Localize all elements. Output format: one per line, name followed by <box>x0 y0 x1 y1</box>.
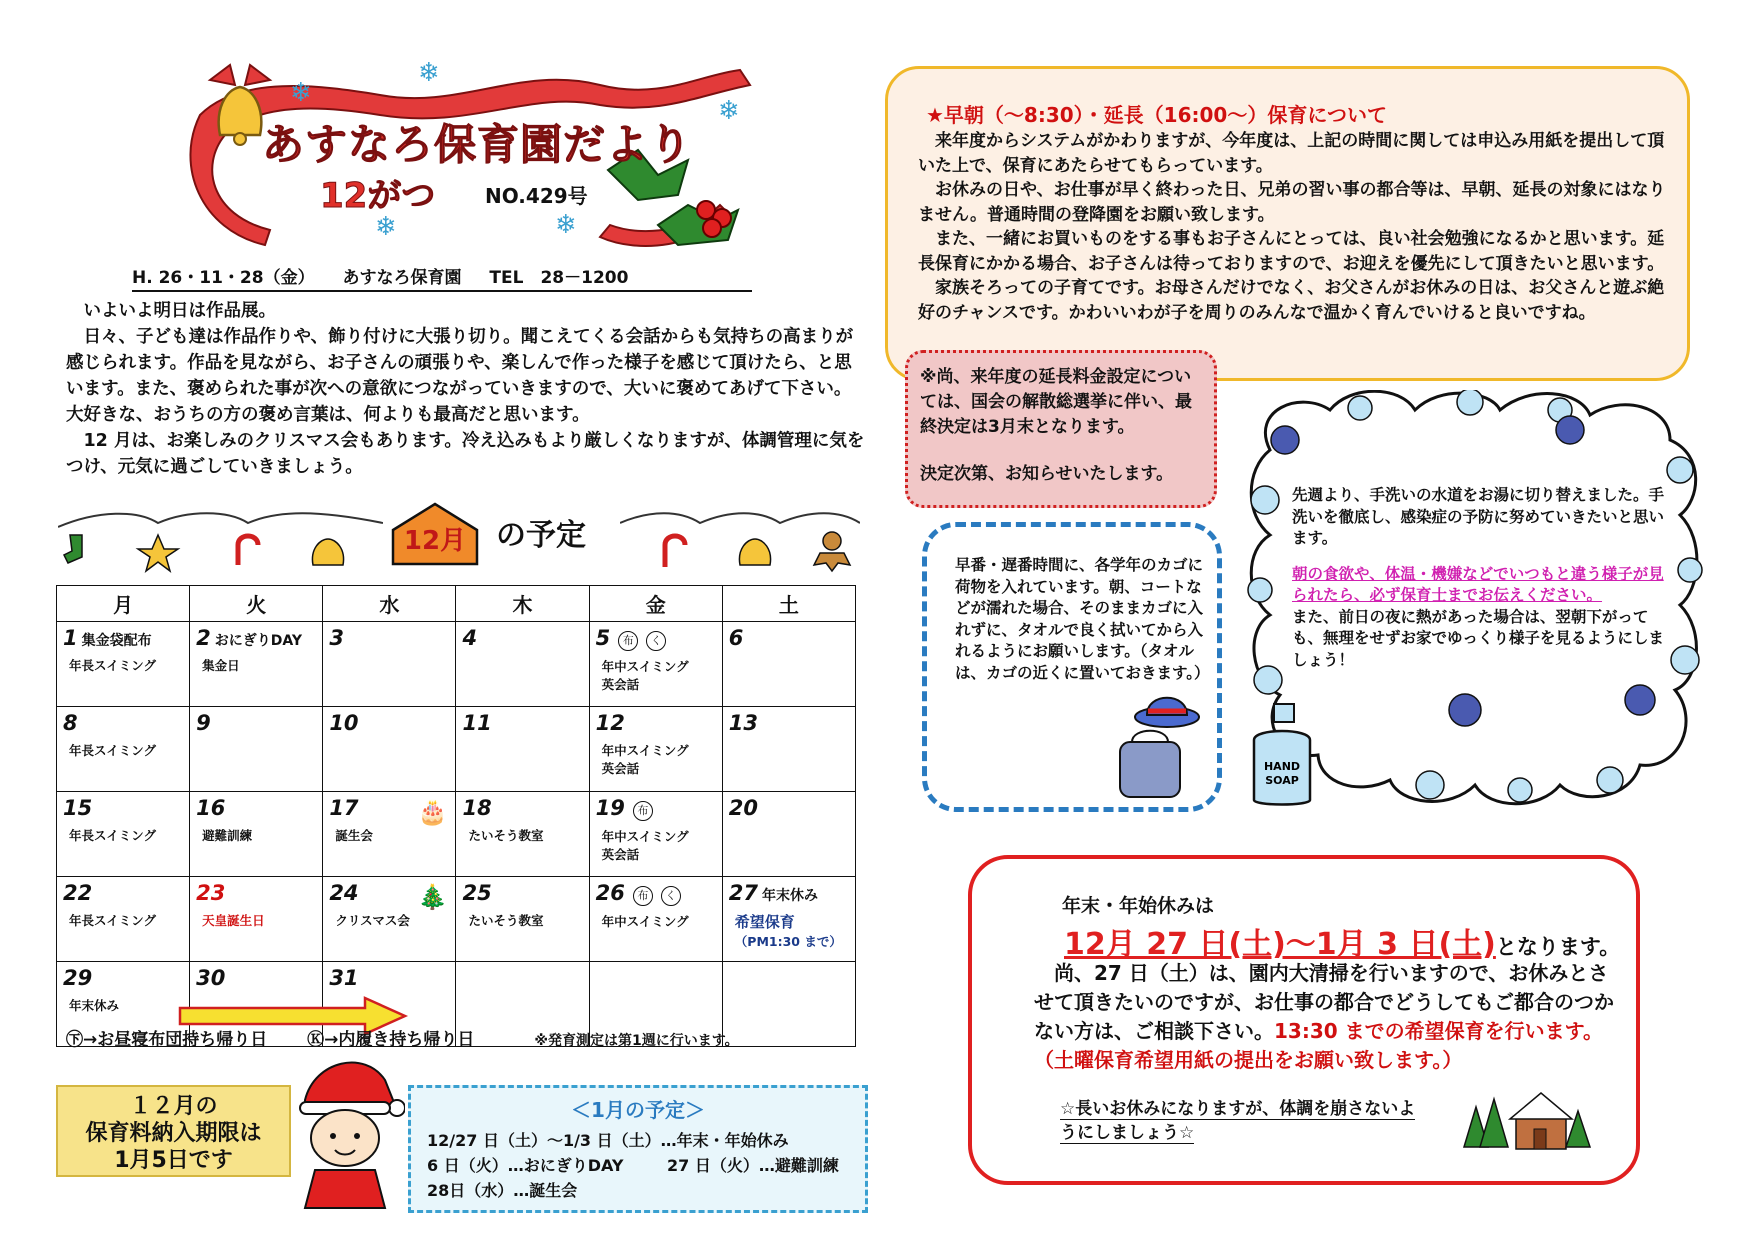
day-number: 23 <box>196 881 226 905</box>
weekday-header: 月 <box>57 586 190 622</box>
january-item: 28日（水）…誕生会 <box>427 1181 578 1200</box>
garland-decoration <box>620 505 860 575</box>
calendar-week-row <box>57 622 856 707</box>
day-sub-event: 年長スイミング <box>69 658 157 673</box>
holiday-body-red: 13:30 までの希望保育を行います。（土曜保育希望用紙の提出をお願い致します。） <box>1034 1019 1604 1072</box>
weekday-header: 木 <box>456 586 589 622</box>
legend-futon: ㊦→お昼寝布団持ち帰り日 <box>66 1030 268 1050</box>
calendar-day-cell <box>722 622 855 707</box>
santa-girl-icon <box>285 1050 405 1210</box>
day-sub-event: 希望保育 <box>734 913 795 931</box>
holiday-date-suffix: となります。 <box>1495 935 1621 959</box>
day-sub-event: 英会話 <box>601 846 640 862</box>
holiday-body-text: 尚、27 日（土）は、園内大清掃を行いますので、お休みとさせて頂きたいのですが、お仕事の都合でどうしてもご都合のつかない方は、ご相談下さい。 <box>1034 961 1614 1043</box>
day-sub-event: 年長スイミング <box>69 828 157 843</box>
calendar-day-cell <box>323 707 456 792</box>
calendar-day-cell <box>57 877 190 962</box>
calendar-week-row <box>57 877 856 962</box>
day-sub-event: 年中スイミング <box>601 743 689 758</box>
holiday-date: 12月 27 日(土)～1月 3 日(土) <box>1064 927 1496 962</box>
january-item: 12/27 日（土）～1/3 日（土）…年末・年始休み <box>427 1131 789 1150</box>
day-number: 8 <box>63 711 78 735</box>
calendar-day-cell <box>589 707 722 792</box>
calendar-day-cell <box>589 622 722 707</box>
day-number: 5 <box>595 626 611 650</box>
extended-care-paragraph: お休みの日や、お仕事が早く終わった日、兄弟の習い事の都合等は、早朝、延長の対象にはなりません。普通時間の登降園をお願い致します。 <box>918 180 1666 225</box>
calendar-day-cell <box>190 877 323 962</box>
hygiene-paragraph: 先週より、手洗いの水道をお湯に切り替えました。手洗いを徹底し、感染症の予防に努めていきたいと思います。 <box>1292 486 1665 547</box>
calendar-legend <box>66 1025 866 1050</box>
day-number: 15 <box>63 796 93 820</box>
day-sub-event: 年中スイミング <box>601 828 689 844</box>
calendar-table <box>56 585 856 1047</box>
extended-care-paragraph: 来年度からシステムがかわりますが、今年度は、上記の時間に関しては申込み用紙を提出して頂いた上で、保育にあたらせてもらっています。 <box>918 131 1665 176</box>
hygiene-paragraph <box>1292 564 1672 672</box>
intro-paragraph: いよいよ明日は作品展。 <box>83 301 276 321</box>
date-line <box>132 263 752 292</box>
day-number: 20 <box>728 796 759 820</box>
cake-icon: 🎂 <box>417 798 448 826</box>
january-item: 27 日（火）…避難訓練 <box>667 1156 839 1175</box>
holiday-notice-box <box>968 855 1640 1185</box>
day-number: 4 <box>462 626 478 650</box>
weekday-header: 金 <box>589 586 722 622</box>
calendar-day-cell <box>323 622 456 707</box>
fee-note-box <box>905 350 1217 508</box>
day-event: 年末休み <box>762 888 819 904</box>
january-schedule-box <box>408 1085 868 1213</box>
calendar-day-cell <box>722 792 855 877</box>
holiday-closing <box>1060 1097 1420 1145</box>
day-number: 2 <box>196 626 211 650</box>
intro-paragraph: 12 月は、お楽しみのクリスマス会もあります。冷え込みもより厳しくなりますが、体調管理に気をつけ、元気に過ごしていきましょう。 <box>66 431 865 477</box>
calendar-day-cell <box>190 622 323 707</box>
day-sub-event: 英会話 <box>601 761 640 776</box>
day-sub-event: 集金日 <box>202 658 240 673</box>
calendar-week-row <box>57 707 856 792</box>
day-sub-event: （PM1:30 まで） <box>734 934 842 949</box>
calendar-week-row <box>57 792 856 877</box>
calendar-day-cell <box>456 792 589 877</box>
fee-line: 保育料納入期限は <box>85 1121 262 1146</box>
day-number: 27 <box>728 881 759 905</box>
snowflake-icon: ❄ <box>555 210 577 240</box>
shoes-mark-icon: く <box>646 631 666 651</box>
day-event: おにぎりDAY <box>214 633 303 649</box>
day-number: 6 <box>728 626 744 650</box>
schedule-month: 12月 <box>403 526 467 556</box>
futon-mark-icon: 布 <box>633 886 653 906</box>
snowflake-icon: ❄ <box>290 78 312 108</box>
extended-care-box <box>885 66 1690 381</box>
day-number: 12 <box>595 711 625 735</box>
day-number: 25 <box>462 881 492 905</box>
holiday-paragraph <box>1034 959 1614 1075</box>
basket-notice-box <box>922 522 1222 812</box>
day-number: 1 <box>63 626 78 650</box>
intro-text <box>66 298 868 480</box>
shoes-mark-icon: く <box>661 886 681 906</box>
calendar-day-cell <box>57 707 190 792</box>
extended-care-title: ★早朝（～8:30）・延長（16:00～）保育について <box>926 103 1387 127</box>
day-number: 30 <box>196 966 226 990</box>
day-sub-event: 誕生会 <box>335 828 373 843</box>
weekday-header: 火 <box>190 586 323 622</box>
fee-deadline-box <box>56 1085 291 1177</box>
calendar-day-cell <box>456 622 589 707</box>
day-number: 29 <box>63 966 93 990</box>
holiday-intro: 年末・年始休みは <box>1062 895 1215 917</box>
extended-care-body <box>918 129 1668 325</box>
issue-number: NO.429号 <box>485 184 588 208</box>
day-number: 11 <box>462 711 492 735</box>
weekday-header: 土 <box>722 586 855 622</box>
calendar-day-cell <box>722 707 855 792</box>
hygiene-highlight: 朝の食欲や、体温・機嫌などでいつもと違う様子が見られたら、必ず保育士までお伝えください。 <box>1292 564 1664 604</box>
calendar-day-cell <box>57 792 190 877</box>
weekday-header-row <box>57 586 856 622</box>
calendar-day-cell <box>57 622 190 707</box>
hand-soap-icon <box>1246 700 1318 810</box>
publisher-name: あすなろ保育園 <box>342 268 462 288</box>
fee-line: １２月の <box>129 1094 218 1119</box>
day-number: 9 <box>196 711 211 735</box>
calendar-day-cell <box>456 877 589 962</box>
legend-shoes: Ⓚ→内履き持ち帰り日 <box>307 1030 475 1050</box>
schedule-title: の予定 <box>496 518 586 553</box>
day-sub-event: 天皇誕生日 <box>202 913 265 928</box>
january-item: 6 日（火）…おにぎりDAY <box>427 1156 624 1175</box>
calendar-day-cell <box>190 792 323 877</box>
calendar-day-cell <box>589 877 722 962</box>
day-number: 16 <box>196 796 226 820</box>
weekday-header: 水 <box>323 586 456 622</box>
futon-mark-icon: 布 <box>633 801 653 821</box>
basket-notice-text: 早番・遅番時間に、各学年のカゴに荷物を入れています。朝、コートなどが濡れた場合、そのままカゴに入れずに、タオルで良く拭いてから入れるようにお願いします。（タオルは、カゴの近くに置いておきます。） <box>955 556 1210 682</box>
day-number: 19 <box>595 796 625 820</box>
legend-note: ※発育測定は第1週に行います。 <box>534 1033 739 1049</box>
day-number: 26 <box>595 881 625 905</box>
garland-decoration <box>58 505 383 575</box>
calendar-day-cell <box>589 792 722 877</box>
snowflake-icon: ❄ <box>718 96 740 126</box>
svg-text:SOAP: SOAP <box>1265 774 1299 787</box>
hygiene-text <box>1292 485 1672 685</box>
day-number: 31 <box>329 966 359 990</box>
day-number: 18 <box>462 796 492 820</box>
fee-note-text2: 決定次第、お知らせいたします。 <box>920 464 1174 484</box>
day-sub-event: 年中スイミング <box>601 658 689 674</box>
extended-care-paragraph: 家族そろっての子育てです。お母さんだけでなく、お父さんがお休みの日は、お父さんと遊ぶ絶好のチャンスです。かわいいわが子を周りのみんなで温かく育んでいけると良いですね。 <box>918 278 1665 323</box>
day-sub-event: 年中スイミング <box>601 913 689 929</box>
holiday-body <box>1034 959 1614 1075</box>
day-number: 22 <box>63 881 93 905</box>
day-sub-event: たいそう教室 <box>468 913 544 928</box>
day-sub-event: たいそう教室 <box>468 828 544 843</box>
day-sub-event: 年長スイミング <box>69 913 157 928</box>
fee-note-text: ※尚、来年度の延長料金設定については、国会の解散総選挙に伴い、最終決定は3月末となります。 <box>920 367 1192 437</box>
calendar-day-cell <box>456 707 589 792</box>
calendar-day-cell <box>323 877 456 962</box>
issue-date: H. 26・11・28（金） <box>132 268 315 288</box>
day-sub-event: 年末休み <box>69 998 120 1013</box>
day-number: 17 <box>329 796 359 820</box>
fee-line: 1月5日です <box>114 1148 233 1173</box>
day-sub-event: 避難訓練 <box>202 828 253 843</box>
newsletter-month: 12がつ <box>320 176 436 216</box>
day-number: 24 <box>329 881 359 905</box>
january-title: ＜1月の予定＞ <box>571 1098 705 1122</box>
newsletter-title: あすなろ保育園だより <box>262 120 693 169</box>
snowy-cottage-icon <box>1454 1077 1594 1157</box>
snowflake-icon: ❄ <box>418 58 440 88</box>
tree-icon: 🎄 <box>417 883 448 911</box>
day-number: 13 <box>728 711 759 735</box>
futon-mark-icon: 布 <box>618 631 638 651</box>
svg-text:HAND: HAND <box>1263 760 1301 773</box>
holiday-date-line <box>1064 919 1620 963</box>
calendar-day-cell <box>190 707 323 792</box>
hygiene-rest: また、前日の夜に熱があった場合は、翌朝下がっても、無理をせずお家でゆっくり様子を見るようにしましょう！ <box>1292 607 1664 669</box>
hat-and-bag-icon <box>1112 687 1202 802</box>
day-sub-event: 英会話 <box>601 676 640 692</box>
holiday-closing-text: ☆長いお休みになりますが、体調を崩さないようにしましょう☆ <box>1060 1099 1416 1143</box>
day-sub-event: 年長スイミング <box>69 743 157 758</box>
calendar-day-cell <box>323 792 456 877</box>
day-number: 10 <box>329 711 359 735</box>
day-number: 3 <box>329 626 344 650</box>
calendar-day-cell <box>722 877 855 962</box>
day-event: 集金袋配布 <box>81 633 152 649</box>
snowflake-icon: ❄ <box>375 212 397 242</box>
telephone: TEL 28－1200 <box>489 268 629 288</box>
extended-care-paragraph: また、一緒にお買いものをする事もお子さんにとっては、良い社会勉強になるかと思います。延長保育にかかる場合、お子さんは待っておりますので、お迎えを優先にして頂きたいと思います。 <box>918 229 1665 274</box>
intro-paragraph: 日々、子ども達は作品作りや、飾り付けに大張り切り。聞こえてくる会話からも気持ちの高まりが感じられます。作品を見ながら、お子さんの頑張りや、楽しんで作った様子を感じて頂けたら、と思います。また、褒められた事が次への意欲につながっていきますので、大いに褒めてあげて下さい。大好きな、おうちの方の褒め言葉は、何よりも最高だと思います。 <box>66 327 854 425</box>
day-sub-event: クリスマス会 <box>335 913 410 928</box>
